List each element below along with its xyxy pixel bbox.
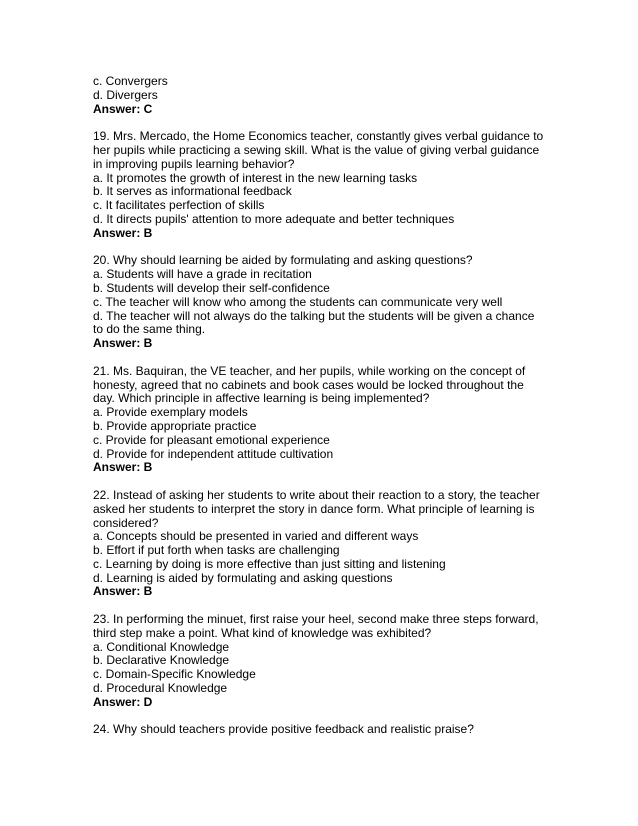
question-stem-line: her pupils while practicing a sewing skill. What is the value of giving verbal guidance	[93, 142, 540, 157]
question-stem-line: day. Which principle in affective learning is being implemented?	[93, 391, 430, 406]
option-line: a. Provide exemplary models	[93, 405, 248, 420]
option-line: a. Concepts should be presented in varied and different ways	[93, 529, 419, 544]
option-line: c. The teacher will know who among the students can communicate very well	[93, 294, 503, 309]
question-22	[93, 489, 593, 599]
document-page	[93, 75, 593, 737]
answer-line: Answer: B	[93, 225, 153, 240]
option-line: b. Declarative Knowledge	[93, 653, 230, 668]
option-line: d. Divergers	[93, 87, 158, 102]
question-stem-line: 21. Ms. Baquiran, the VE teacher, and her pupils, while working on the concept of	[93, 363, 526, 378]
option-line: a. It promotes the growth of interest in the new learning tasks	[93, 170, 418, 185]
option-line: c. Provide for pleasant emotional experience	[93, 432, 330, 447]
option-line: d. Provide for independent attitude cultivation	[93, 446, 334, 461]
question-24	[93, 723, 593, 737]
answer-line: Answer: B	[93, 584, 153, 599]
question-23	[93, 613, 593, 710]
option-line: a. Students will have a grade in recitation	[93, 267, 312, 282]
question-stem-line: 22. Instead of asking her students to write about their reaction to a story, the teacher	[93, 487, 540, 502]
question-19	[93, 130, 593, 240]
question-stem-line: 24. Why should teachers provide positive feedback and realistic praise?	[93, 722, 474, 737]
option-line: d. Learning is aided by formulating and asking questions	[93, 570, 393, 585]
option-line: d. Procedural Knowledge	[93, 681, 228, 696]
question-20	[93, 254, 593, 351]
option-line: d. The teacher will not always do the talking but the students will be given a chance	[93, 308, 535, 323]
question-stem-line: asked her students to interpret the story in dance form. What principle of learning is	[93, 501, 535, 516]
option-line: c. It facilitates perfection of skills	[93, 198, 265, 213]
question-stem-line: 23. In performing the minuet, first raise your heel, second make three steps forward,	[93, 612, 539, 627]
answer-line: Answer: C	[93, 101, 153, 116]
question-stem-line: third step make a point. What kind of knowledge was exhibited?	[93, 625, 432, 640]
option-line: b. Students will develop their self-confidence	[93, 280, 330, 295]
option-line: b. It serves as informational feedback	[93, 184, 292, 199]
option-line: d. It directs pupils' attention to more adequate and better techniques	[93, 211, 455, 226]
question-21	[93, 365, 593, 475]
option-line: a. Conditional Knowledge	[93, 639, 230, 654]
question-stem-line: 20. Why should learning be aided by formulating and asking questions?	[93, 253, 473, 268]
option-line: c. Domain-Specific Knowledge	[93, 667, 256, 682]
option-line: b. Provide appropriate practice	[93, 418, 257, 433]
option-line: c. Convergers	[93, 74, 168, 88]
question-stem-line: in improving pupils learning behavior?	[93, 156, 295, 171]
answer-line: Answer: B	[93, 336, 153, 351]
question-stem-line: considered?	[93, 515, 159, 530]
intro-block	[93, 75, 593, 116]
option-line: to do the same thing.	[93, 322, 206, 337]
answer-line: Answer: B	[93, 460, 153, 475]
question-stem-line: 19. Mrs. Mercado, the Home Economics teacher, constantly gives verbal guidance to	[93, 129, 544, 144]
answer-line: Answer: D	[93, 694, 153, 709]
option-line: c. Learning by doing is more effective than just sitting and listening	[93, 556, 446, 571]
option-line: b. Effort if put forth when tasks are challenging	[93, 543, 340, 558]
question-stem-line: honesty, agreed that no cabinets and book cases would be locked throughout the	[93, 377, 524, 392]
